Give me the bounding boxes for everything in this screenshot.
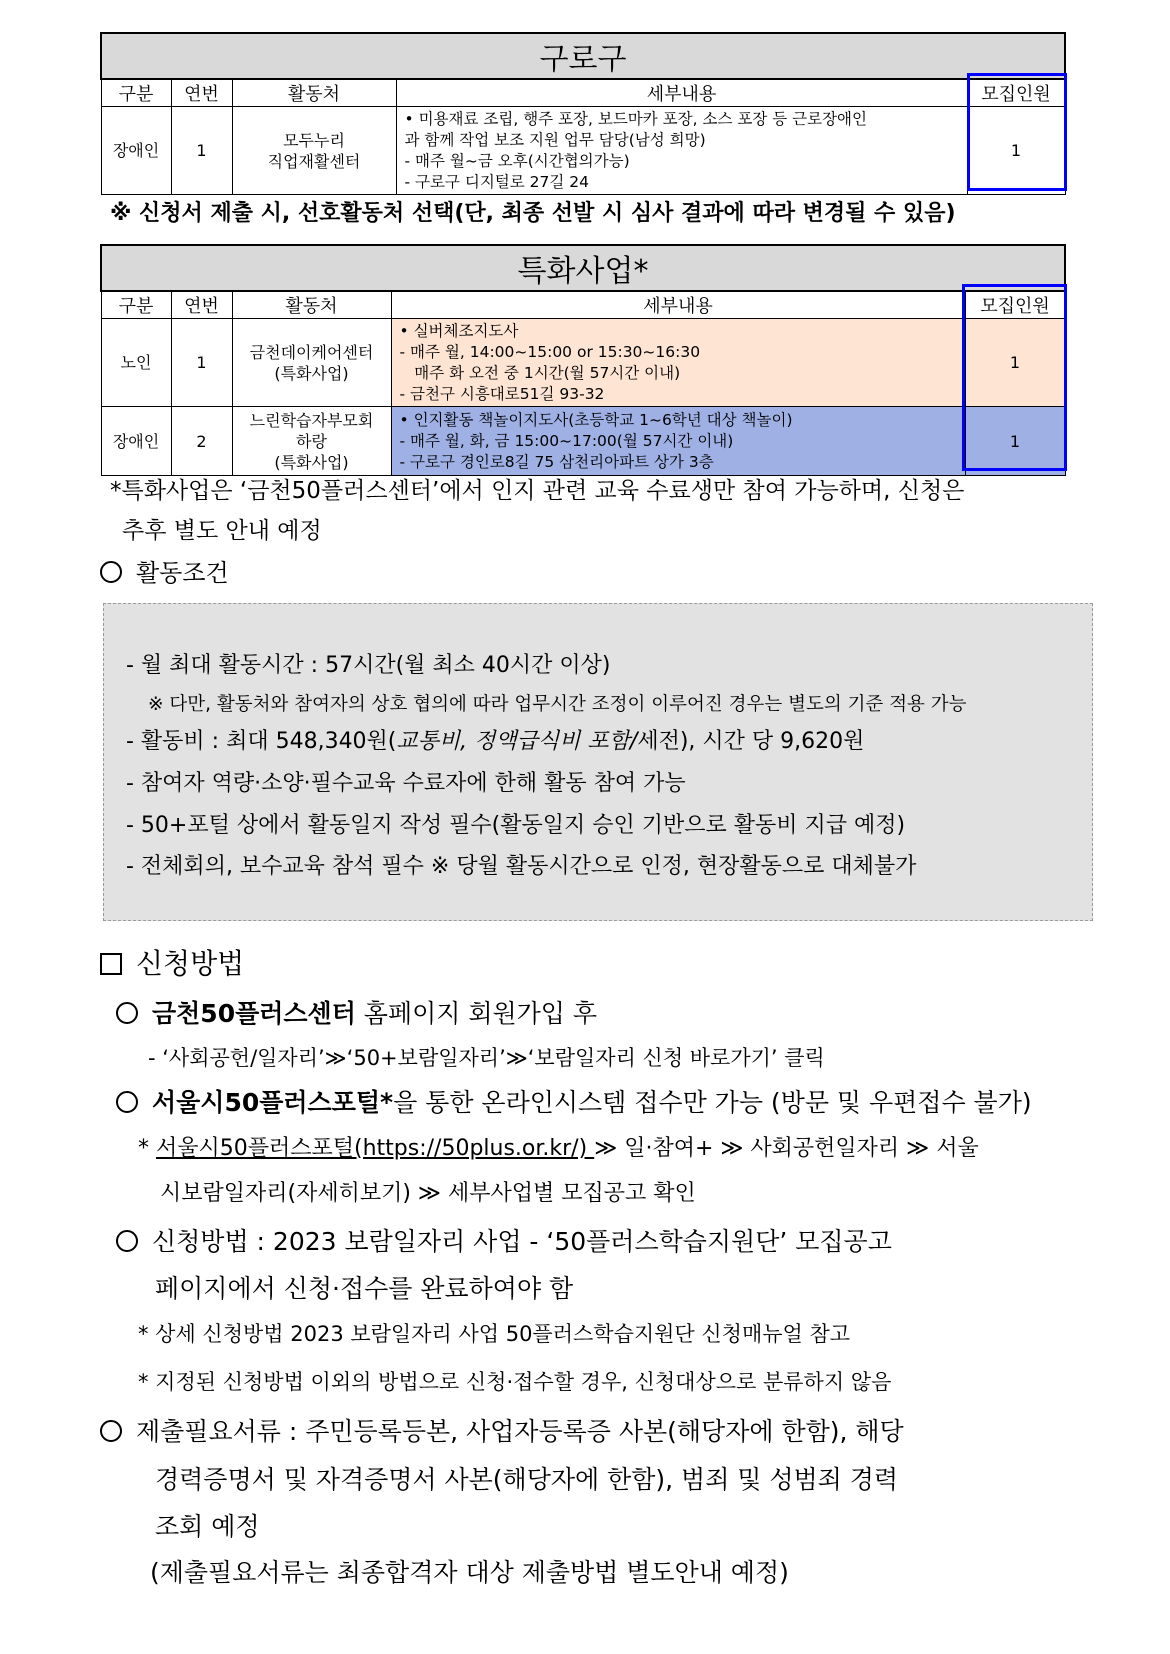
condition-hours: - 월 최대 활동시간 : 57시간(월 최소 40시간 이상) <box>126 653 611 678</box>
apply-item-3-text: 신청방법 : 2023 보람일자리 사업 - ‘50플러스학습지원단’ 모집공고 <box>152 1227 892 1256</box>
detail-line: 매주 화 오전 중 1시간(월 57시간 이내) <box>399 363 681 382</box>
place-line: 금천데이케어센터 <box>249 342 374 362</box>
header-count: 모집인원 <box>967 79 1065 107</box>
header-count: 모집인원 <box>965 291 1065 319</box>
circle-bullet-icon <box>116 1002 138 1024</box>
table-row <box>101 407 1065 476</box>
detail-line: - 구로구 디지털로 27길 24 <box>404 172 590 191</box>
apply-note-other: * 지정된 신청방법 이외의 방법으로 신청·접수할 경우, 신청대상으로 분류하지 않음 <box>138 1370 892 1394</box>
detail-line: - 구로구 경인로8길 75 삼천리아파트 상가 3층 <box>399 452 714 471</box>
cell-type: 장애인 <box>101 407 171 476</box>
cell-count: 1 <box>967 107 1065 195</box>
detail-line: - 매주 월, 14:00~15:00 or 15:30~16:30 <box>399 342 701 361</box>
docs-line: 제출필요서류 : 주민등록등본, 사업자등록증 사본(해당자에 한함), 해당 <box>136 1417 904 1446</box>
circle-bullet-icon <box>116 1230 138 1252</box>
apply-item-3-cont: 페이지에서 신청·접수를 완료하여야 함 <box>155 1274 574 1303</box>
apply-item-1 <box>116 994 597 1030</box>
condition-activity-log: - 50+포털 상에서 활동일지 작성 필수(활동일지 승인 기반으로 활동비 지급 예정) <box>126 813 906 838</box>
cell-place <box>232 407 391 476</box>
cell-type: 노인 <box>101 319 171 407</box>
detail-line: 과 함께 작업 보조 지원 업무 담당(남성 희망) <box>404 130 706 149</box>
condition-fee <box>126 724 864 755</box>
cell-num: 1 <box>171 107 232 195</box>
circle-bullet-icon <box>116 1091 138 1113</box>
header-place: 활동처 <box>232 79 396 107</box>
cell-details <box>391 407 965 476</box>
cell-num: 2 <box>171 407 232 476</box>
place-line: (특화사업) <box>274 363 349 383</box>
fee-text-c: 세전), 시간 당 9,620원 <box>637 729 865 754</box>
header-num: 연번 <box>171 291 232 319</box>
table-title: 구로구 <box>101 33 1065 79</box>
table-guro <box>100 32 1066 195</box>
portal-path: ≫ 일·참여+ ≫ 사회공헌일자리 ≫ 서울 <box>594 1136 979 1161</box>
condition-education: - 참여자 역량·소양·필수교육 수료자에 한해 활동 참여 가능 <box>126 771 686 796</box>
square-bullet-icon <box>100 953 122 975</box>
circle-bullet-icon <box>100 1420 122 1442</box>
circle-bullet-icon <box>100 561 122 583</box>
place-line: 직업재활센터 <box>267 151 361 171</box>
apply-item-2-text: 을 통한 온라인시스템 접수만 가능 (방문 및 우편접수 불가) <box>393 1088 1032 1117</box>
docs-note: (제출필요서류는 최종합격자 대상 제출방법 별도안내 예정) <box>150 1558 789 1587</box>
condition-meeting: - 전체회의, 보수교육 참석 필수 ※ 당월 활동시간으로 인정, 현장활동으로 대체불가 <box>126 854 917 879</box>
table-title: 특화사업* <box>101 245 1065 291</box>
apply-item-2-path-cont: 시보람일자리(자세히보기) ≫ 세부사업별 모집공고 확인 <box>160 1181 696 1206</box>
fee-text-a: - 활동비 : 최대 548,340원( <box>126 729 397 754</box>
apply-item-3 <box>116 1222 892 1258</box>
detail-line: • 미용재료 조립, 행주 포장, 보드마카 포장, 소스 포장 등 근로장애인 <box>404 109 867 128</box>
header-type: 구분 <box>101 291 171 319</box>
cell-type: 장애인 <box>101 107 171 195</box>
apply-note-manual: * 상세 신청방법 2023 보람일자리 사업 50플러스학습지원단 신청매뉴얼 참고 <box>138 1322 851 1346</box>
table-special <box>100 244 1066 476</box>
header-details: 세부내용 <box>396 79 967 107</box>
docs-line: 조회 예정 <box>155 1512 260 1541</box>
cell-num: 1 <box>171 319 232 407</box>
apply-item-2-path <box>138 1131 979 1162</box>
special-note-line1: *특화사업은 ‘금천50플러스센터’에서 인지 관련 교육 수료생만 참여 가능하며, 신청은 <box>110 478 965 504</box>
detail-line: - 금천구 시흥대로51길 93-32 <box>399 384 605 403</box>
docs-item <box>100 1412 904 1448</box>
place-line: 모두누리 <box>283 130 345 150</box>
apply-item-1-text: 홈페이지 회원가입 후 <box>355 999 598 1028</box>
table-row <box>101 107 1065 195</box>
cell-details <box>396 107 967 195</box>
detail-line: • 인지활동 책놀이지도사(초등학교 1~6학년 대상 책놀이) <box>399 410 793 429</box>
count-column-highlight <box>967 73 1067 191</box>
portal-name: 서울시50플러스포털* <box>152 1088 394 1117</box>
cell-details <box>391 319 965 407</box>
cell-count: 1 <box>965 407 1065 476</box>
fee-text-b: 교통비, 정액급식비 포함/ <box>396 729 638 754</box>
place-line: 느린학습자부모회 <box>249 410 374 430</box>
cell-place <box>232 319 391 407</box>
header-num: 연번 <box>171 79 232 107</box>
table-row <box>101 319 1065 407</box>
condition-hours-note: ※ 다만, 활동처와 참여자의 상호 협의에 따라 업무시간 조정이 이루어진 경우는 별도의 기준 적용 가능 <box>148 694 967 715</box>
header-type: 구분 <box>101 79 171 107</box>
cell-count: 1 <box>965 319 1065 407</box>
portal-link[interactable]: 서울시50플러스포털(https://50plus.or.kr/) <box>156 1136 595 1161</box>
place-line: 하랑 <box>296 431 327 451</box>
apply-item-2 <box>116 1083 1032 1119</box>
place-line: (특화사업) <box>274 452 349 472</box>
conditions-heading <box>100 553 229 588</box>
detail-line: - 매주 월, 화, 금 15:00~17:00(월 57시간 이내) <box>399 431 734 450</box>
apply-title: 신청방법 <box>136 947 245 980</box>
docs-line: 경력증명서 및 자격증명서 사본(해당자에 한함), 범죄 및 성범죄 경력 <box>155 1465 899 1494</box>
header-place: 활동처 <box>232 291 391 319</box>
special-note-line2: 추후 별도 안내 예정 <box>122 518 322 544</box>
cell-place <box>232 107 396 195</box>
apply-item-1-path: - ‘사회공헌/일자리’≫‘50+보람일자리’≫‘보람일자리 신청 바로가기’ 클릭 <box>148 1046 825 1070</box>
detail-line: - 매주 월~금 오후(시간협의가능) <box>404 151 630 170</box>
star-mark: * <box>138 1136 156 1161</box>
header-details: 세부내용 <box>391 291 965 319</box>
center-name: 금천50플러스센터 <box>152 999 356 1028</box>
apply-heading <box>100 942 244 982</box>
count-column-highlight <box>962 284 1067 471</box>
selection-note: ※ 신청서 제출 시, 선호활동처 선택(단, 최종 선발 시 심사 결과에 따라 변경될 수 있음) <box>110 201 956 226</box>
detail-line: • 실버체조지도사 <box>399 321 519 340</box>
conditions-title: 활동조건 <box>136 559 229 587</box>
